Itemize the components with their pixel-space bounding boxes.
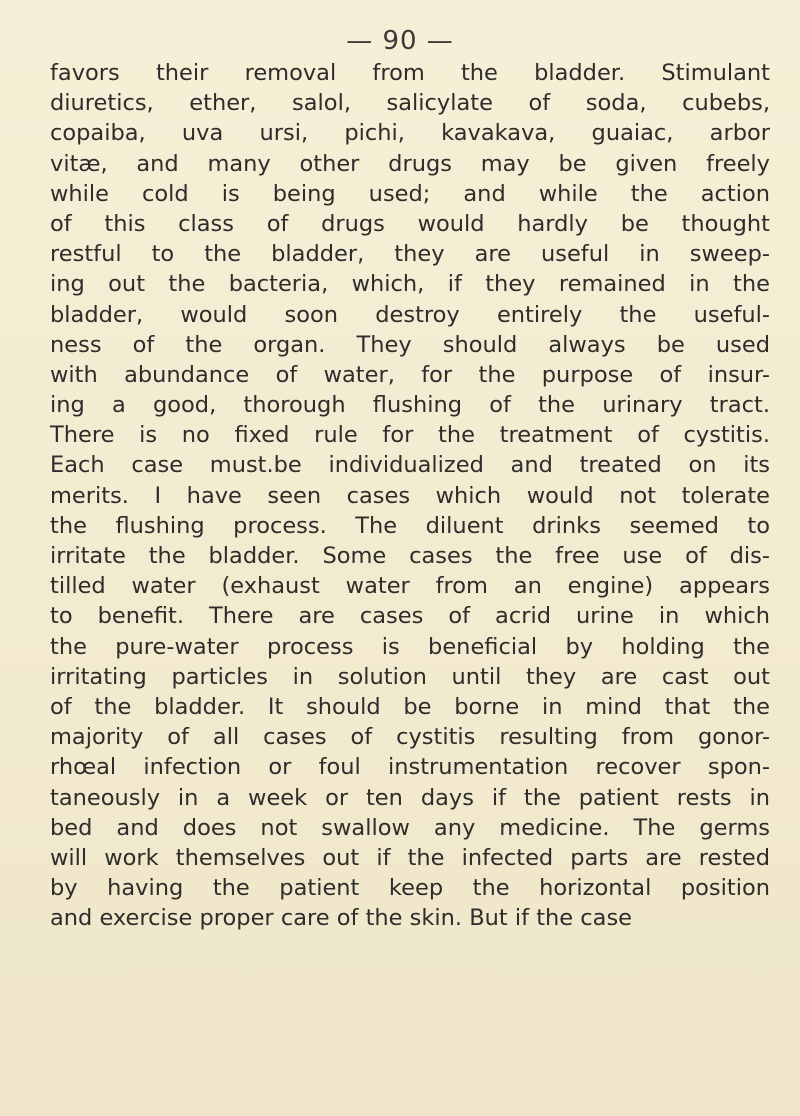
text-line: bladder, would soon destroy entirely the useful- bbox=[50, 301, 770, 328]
text-line: irritating particles in solution until they are cast out bbox=[50, 663, 770, 690]
text-line: of this class of drugs would hardly be thought bbox=[50, 210, 770, 237]
text-line: the pure-water process is beneficial by holding the bbox=[50, 633, 770, 660]
text-line: will work themselves out if the infected parts are rested bbox=[50, 844, 770, 871]
text-line: diuretics, ether, salol, salicylate of soda, cubebs, bbox=[50, 90, 770, 117]
text-line: and exercise proper care of the skin. But if the case bbox=[50, 905, 633, 932]
text-line: Each case must.be individualized and treated on its bbox=[50, 452, 770, 479]
text-line: by having the patient keep the horizontal position bbox=[50, 875, 770, 902]
page-number: — 90 — bbox=[346, 26, 454, 56]
text-line: while cold is being used; and while the action bbox=[50, 180, 770, 207]
text-line: favors their removal from the bladder. Stimulant bbox=[50, 60, 770, 86]
text-line: merits. I have seen cases which would not tolerate bbox=[50, 482, 770, 509]
text-line: taneously in a week or ten days if the patient rests in bbox=[50, 784, 770, 811]
text-line: restful to the bladder, they are useful in sweep- bbox=[50, 241, 770, 268]
text-line: ness of the organ. They should always be used bbox=[50, 331, 770, 358]
text-line: copaiba, uva ursi, pichi, kavakava, guaiac, arbor bbox=[50, 120, 770, 147]
text-line: There is no fixed rule for the treatment of cystitis. bbox=[50, 422, 770, 449]
text-line: vitæ, and many other drugs may be given freely bbox=[50, 150, 770, 177]
text-line: rhœal infection or foul instrumentation recover spon- bbox=[50, 754, 770, 781]
text-line: of the bladder. It should be borne in mind that the bbox=[50, 693, 770, 720]
text-line: bed and does not swallow any medicine. The germs bbox=[50, 814, 770, 841]
text-line: majority of all cases of cystitis resulting from gonor- bbox=[50, 724, 770, 751]
text-line: the flushing process. The diluent drinks seemed to bbox=[50, 512, 770, 539]
text-line: ing out the bacteria, which, if they remained in the bbox=[50, 271, 770, 298]
text-line: with abundance of water, for the purpose of insur- bbox=[50, 361, 770, 388]
body-text bbox=[50, 58, 770, 933]
text-line: ing a good, thorough flushing of the urinary tract. bbox=[50, 392, 770, 419]
text-line: tilled water (exhaust water from an engine) appears bbox=[50, 573, 770, 600]
text-line: to benefit. There are cases of acrid urine in which bbox=[50, 603, 770, 630]
text-line: irritate the bladder. Some cases the free use of dis- bbox=[50, 543, 770, 569]
